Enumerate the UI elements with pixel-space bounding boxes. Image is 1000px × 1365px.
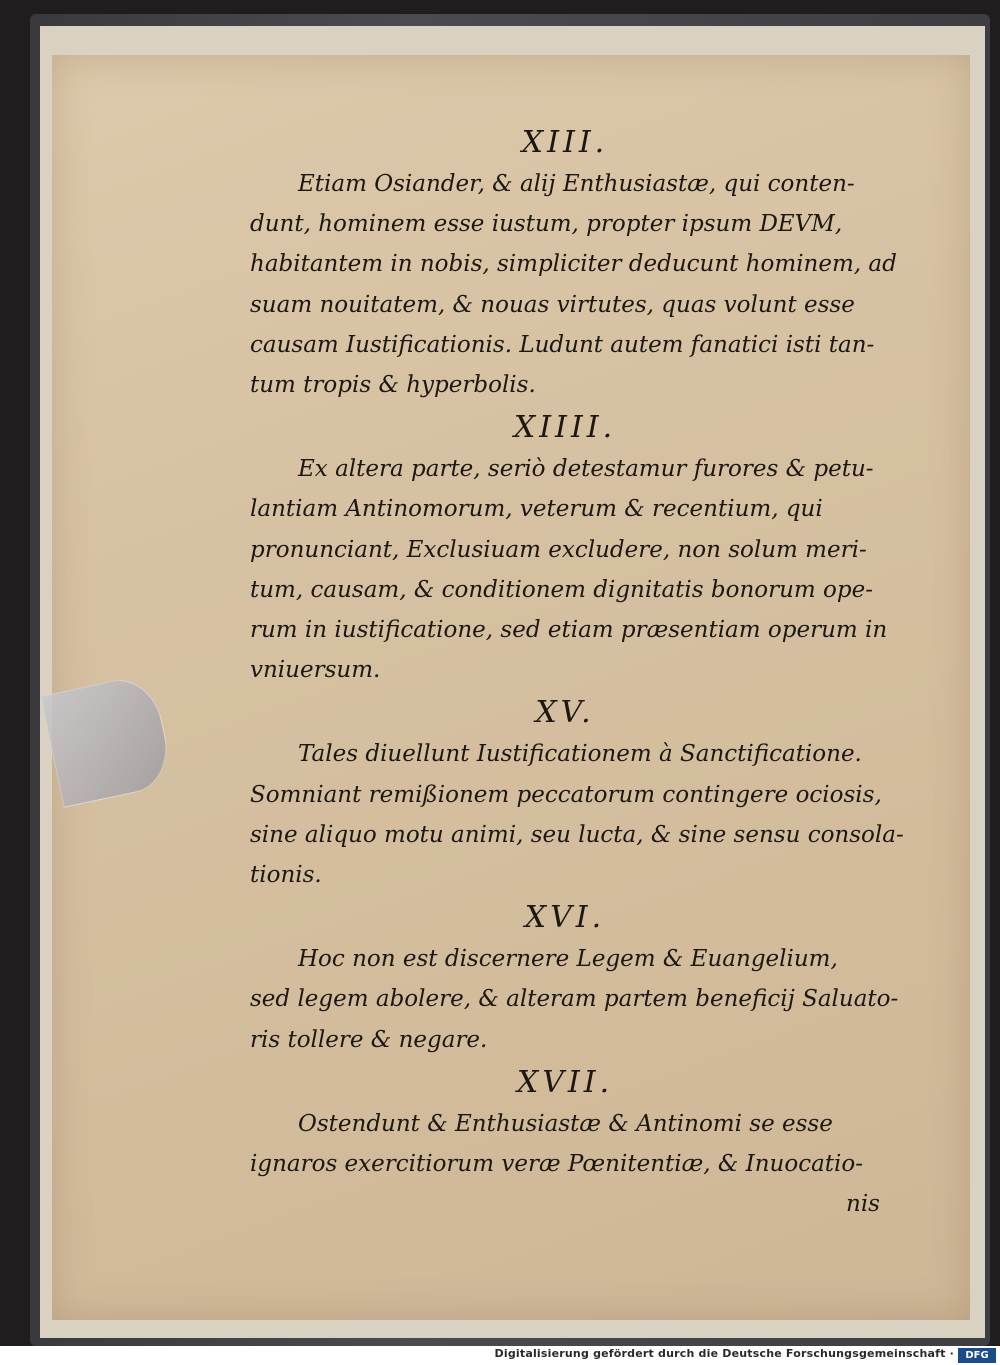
text-line: pronunciant, Exclusiuam excludere, non solum meri- — [250, 536, 867, 563]
text-line: Hoc non est discernere Legem & Euangelium, — [298, 946, 838, 973]
section-heading-xv: XV. — [535, 695, 595, 731]
text-line: lantiam Antinomorum, veterum & recentium, qui — [250, 496, 823, 523]
section-heading-xvii: XVII. — [516, 1064, 614, 1100]
text-line: Ostendunt & Enthusiastæ & Antinomi se esse — [298, 1110, 833, 1137]
section-heading-xiii: XIII. — [521, 125, 609, 160]
text-line: suam nouitatem, & nouas virtutes, quas volunt esse — [250, 291, 855, 318]
text-line: Tales diuellunt Iustificationem à Sanctificatione. — [298, 741, 862, 768]
text-line: Ex altera parte, seriò detestamur furores & petu- — [298, 456, 874, 483]
text-line: tionis. — [250, 862, 322, 889]
dfg-logo-icon: DFG — [958, 1348, 996, 1363]
paragraph-xiii — [250, 164, 897, 405]
section-heading-xvi: XVI. — [524, 900, 606, 936]
text-line: habitantem in nobis, simpliciter deducunt hominem, ad — [250, 251, 897, 278]
paragraph-xvi — [250, 939, 899, 1060]
text-line: ignaros exercitiorum veræ Pœnitentiæ, & Inuocatio- — [250, 1151, 864, 1178]
text-line: vniuersum. — [250, 657, 381, 684]
paragraph-xv — [250, 734, 904, 895]
text-line: ris tollere & negare. — [250, 1026, 488, 1053]
text-line: sed legem abolere, & alteram partem beneficij Saluato- — [250, 986, 899, 1013]
paragraph-xiiii — [250, 449, 888, 690]
text-line: causam Iustificationis. Ludunt autem fanatici isti tan- — [250, 331, 875, 358]
page-clip — [40, 673, 175, 808]
text-line: rum in iustificatione, sed etiam præsentiam operum in — [250, 617, 888, 644]
text-line: dunt, hominem esse iustum, propter ipsum DEVM, — [250, 211, 843, 238]
text-line: Somniant remißionem peccatorum contingere ociosis, — [250, 781, 882, 808]
footer-credit: Digitalisierung gefördert durch die Deutsche Forschungsgemeinschaft · — [494, 1347, 954, 1360]
text-line: Etiam Osiander, & alij Enthusiastæ, qui conten- — [298, 171, 855, 197]
paragraph-xvii — [250, 1104, 880, 1225]
page-text — [250, 120, 904, 1224]
section-heading-xiiii: XIIII. — [513, 410, 617, 446]
text-line: sine aliquo motu animi, seu lucta, & sine sensu consola- — [250, 821, 904, 848]
text-line: tum tropis & hyperbolis. — [250, 372, 536, 399]
text-line: tum, causam, & conditionem dignitatis bonorum ope- — [250, 576, 873, 603]
catchword: nis — [846, 1191, 880, 1218]
